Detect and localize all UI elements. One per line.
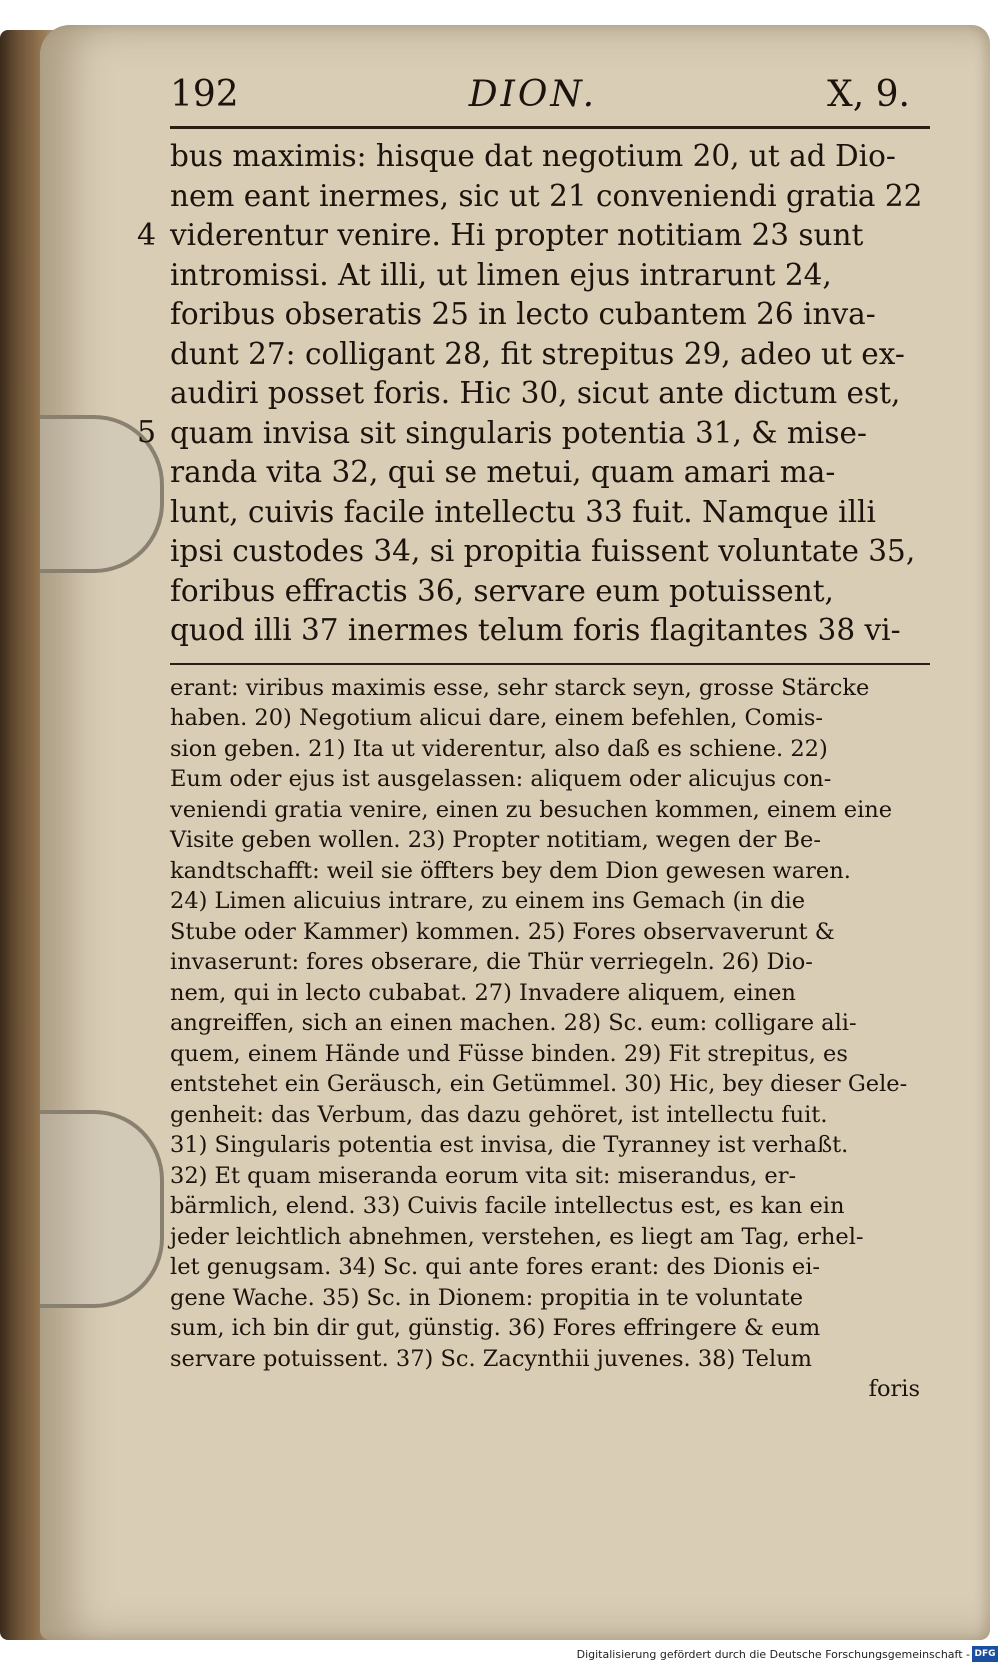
text-line: dunt 27: colligant 28, fit strepitus 29, adeo ut ex- (170, 336, 905, 371)
page-number: 192 (170, 74, 239, 115)
note-line: entstehet ein Geräusch, ein Getümmel. 30) Hic, bey dieser Gele- (170, 1071, 908, 1097)
note-line: haben. 20) Negotium alicui dare, einem befehlen, Comis- (170, 705, 823, 731)
note-line: 31) Singularis potentia est invisa, die Tyranney ist verhaßt. (170, 1132, 849, 1158)
margin-number-4: 4 (137, 218, 157, 253)
text-line: randa vita 32, qui se metui, quam amari ma- (170, 455, 836, 489)
text-line: nem eant inermes, sic ut 21 conveniendi gratia 22 (170, 178, 923, 213)
notes-rule (170, 663, 930, 665)
footnotes (170, 673, 930, 1405)
note-line: 24) Limen alicuius intrare, zu einem ins Gemach (in die (170, 888, 806, 914)
note-line: Stube oder Kammer) kommen. 25) Fores observaverunt & (170, 918, 835, 945)
digitization-footer (0, 1644, 1000, 1668)
running-title: DION. (468, 74, 598, 115)
note-line: angreiffen, sich an einen machen. 28) Sc. eum: colligare ali- (170, 1010, 857, 1036)
note-line: quem, einem Hände und Füsse binden. 29) Fit strepitus, es (170, 1040, 848, 1067)
note-line: sion geben. 21) Ita ut viderentur, also daß es schiene. 22) (170, 735, 828, 762)
section-number: X, 9. (827, 74, 910, 115)
footer-credit: Digitalisierung gefördert durch die Deutsche Forschungsgemeinschaft - (576, 1648, 970, 1661)
text-line: viderentur venire. Hi propter notitiam 23 sunt (170, 218, 864, 252)
note-line: veniendi gratia venire, einen zu besuchen kommen, einem eine (170, 796, 893, 823)
note-line: bärmlich, elend. 33) Cuivis facile intellectus est, es kan ein (170, 1193, 845, 1219)
note-line: let genugsam. 34) Sc. qui ante fores erant: des Dionis ei- (170, 1254, 821, 1280)
dfg-logo: DFG (972, 1646, 998, 1662)
margin-number-5: 5 (137, 415, 157, 450)
note-line: jeder leichtlich abnehmen, verstehen, es liegt am Tag, erhel- (170, 1223, 864, 1250)
note-line: 32) Et quam miseranda eorum vita sit: miserandus, er- (170, 1162, 797, 1189)
note-line: nem, qui in lecto cubabat. 27) Invadere aliquem, einen (170, 979, 796, 1006)
text-line: ipsi custodes 34, si propitia fuissent voluntate 35, (170, 534, 916, 568)
text-line: intromissi. At illi, ut limen ejus intrarunt 24, (170, 257, 832, 292)
note-line: servare potuissent. 37) Sc. Zacynthii juvenes. 38) Telum (170, 1345, 813, 1372)
note-line: kandtschafft: weil sie öffters bey dem Dion gewesen waren. (170, 857, 851, 884)
header-rule (170, 126, 930, 129)
note-line: genheit: das Verbum, das dazu gehöret, ist intellectu fuit. (170, 1101, 828, 1128)
note-line: sum, ich bin dir gut, günstig. 36) Fores effringere & eum (170, 1315, 821, 1341)
text-line: foribus obseratis 25 in lecto cubantem 26 inva- (170, 297, 876, 331)
text-line: lunt, cuivis facile intellectu 33 fuit. Namque illi (170, 494, 876, 529)
text-block (137, 70, 930, 1405)
note-line: Visite geben wollen. 23) Propter notitiam, wegen der Be- (170, 827, 821, 853)
note-line-last: foris (868, 1376, 920, 1402)
note-line: erant: viribus maximis esse, sehr starck seyn, grosse Stärcke (170, 674, 870, 701)
note-line: gene Wache. 35) Sc. in Dionem: propitia in te voluntate (170, 1284, 804, 1311)
note-line: Eum oder ejus ist ausgelassen: aliquem oder alicujus con- (170, 766, 832, 792)
text-line: quod illi 37 inermes telum foris flagitantes 38 vi- (170, 613, 901, 647)
page-header (170, 70, 930, 120)
text-line: quam invisa sit singularis potentia 31, & mise- (170, 415, 867, 450)
text-line: bus maximis: hisque dat negotium 20, ut ad Dio- (170, 139, 896, 173)
note-line: invaserunt: fores obserare, die Thür verriegeln. 26) Dio- (170, 949, 813, 975)
main-text (137, 137, 930, 651)
text-line: foribus effractis 36, servare eum potuissent, (170, 573, 834, 608)
page-clip-bottom (40, 1110, 164, 1308)
text-line: audiri posset foris. Hic 30, sicut ante dictum est, (170, 376, 901, 410)
